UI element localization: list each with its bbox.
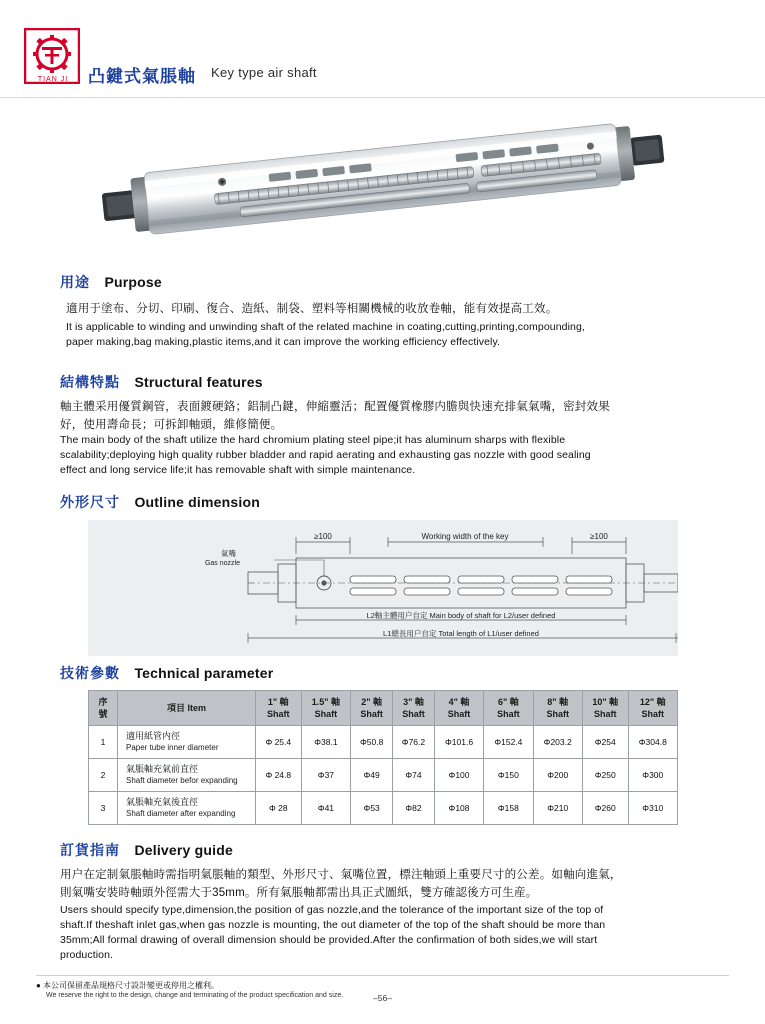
row-item: 氣脹軸充氣前直徑 Shaft diameter befor expanding — [118, 759, 256, 792]
cell-value: Φ203.2 — [533, 726, 582, 759]
col-shaft-1: 1" 軸 Shaft — [256, 691, 302, 726]
header-divider — [0, 97, 765, 98]
col-shaft-10: 10" 軸 Shaft — [582, 691, 628, 726]
delivery-text-en-4: production. — [60, 949, 114, 961]
drawing-label-left-gap: ≥100 — [314, 532, 332, 541]
col-index: 序 號 — [89, 691, 118, 726]
delivery-text-cn-2: 則氣嘴安裝時軸頭外徑需大于35mm。所有氣脹軸都需出具正式圖紙，雙方確認後方可生産。 — [60, 887, 538, 899]
section-heading-delivery — [60, 840, 233, 860]
cell-value: Φ 24.8 — [256, 759, 302, 792]
col-item: 項目 Item — [118, 691, 256, 726]
purpose-text-en-2: paper making,bag making,plastic items,and it can improve the working efficiency effectively. — [66, 336, 501, 348]
cell-value: Φ210 — [533, 792, 582, 825]
cell-value: Φ50.8 — [351, 726, 393, 759]
col-shaft-1-5: 1.5" 軸 Shaft — [301, 691, 351, 726]
structural-text-cn-1: 軸主體采用優質鋼管，表面鍍硬鉻；鋁制凸鍵，伸縮靈活；配置優質橡膠内膽與快速充排氣氣嘴，密封效果 — [60, 401, 610, 413]
cell-value: Φ49 — [351, 759, 393, 792]
row-item: 適用紙管内徑 Paper tube inner diameter — [118, 726, 256, 759]
section-heading-outline-en: Outline dimension — [134, 494, 260, 510]
delivery-text-en-1: Users should specify type,dimension,the position of gas nozzle,and the tolerance of the important size of the top of — [60, 904, 604, 916]
technical-parameter-table-wrap — [88, 690, 678, 825]
delivery-text-cn-1: 用户在定制氣脹軸時需指明氣脹軸的類型、外形尺寸、氣嘴位置，標注軸頭上重要尺寸的公差。如軸向進氣， — [60, 869, 622, 881]
drawing-label-gas-nozzle-en: Gas nozzle — [204, 560, 240, 567]
cell-value: Φ37 — [301, 759, 351, 792]
cell-value: Φ76.2 — [393, 726, 435, 759]
section-heading-outline — [60, 492, 260, 512]
purpose-text-cn: 適用于塗布、分切、印刷、復合、造紙、制袋、塑料等相關機械的收放卷軸，能有效提高工效。 — [66, 303, 558, 315]
cell-value: Φ152.4 — [484, 726, 533, 759]
cell-value: Φ310 — [628, 792, 677, 825]
product-photo — [88, 112, 678, 252]
drawing-label-gas-nozzle-cn: 氣嘴 — [221, 549, 236, 558]
structural-text-en-2: scalability;deploying high quality rubber bladder and rapid aerating and exhausting gas nozzle with good sealing — [60, 449, 591, 461]
section-heading-structural-cn: 結構特點 — [60, 374, 120, 390]
outline-dimension-drawing — [88, 520, 678, 656]
cell-value: Φ74 — [393, 759, 435, 792]
technical-parameter-table — [88, 690, 678, 825]
table-header-row — [89, 691, 678, 726]
drawing-label-right-gap: ≥100 — [590, 532, 608, 541]
table-row — [89, 726, 678, 759]
cell-value: Φ 25.4 — [256, 726, 302, 759]
purpose-text-en-1: It is applicable to winding and unwinding shaft of the related machine in coating,cutting,printing,compounding, — [66, 321, 585, 333]
section-heading-purpose-en: Purpose — [104, 274, 162, 290]
cell-value: Φ101.6 — [434, 726, 483, 759]
cell-value: Φ150 — [484, 759, 533, 792]
cell-value: Φ260 — [582, 792, 628, 825]
delivery-text-en-2: shaft.If theshaft inlet gas,when gas nozzle is mounting, the out diameter of the top of the shaft should be more than — [60, 919, 606, 931]
col-shaft-3: 3" 軸 Shaft — [393, 691, 435, 726]
structural-text-cn-2: 好，使用壽命長；可拆卸軸頭，維修簡便。 — [60, 419, 283, 431]
cell-value: Φ53 — [351, 792, 393, 825]
section-heading-structural-en: Structural features — [134, 374, 263, 390]
cell-value: Φ158 — [484, 792, 533, 825]
cell-value: Φ38.1 — [301, 726, 351, 759]
company-logo-text: TIAN JI — [37, 76, 69, 83]
cell-value: Φ254 — [582, 726, 628, 759]
section-heading-technical-en: Technical parameter — [134, 665, 274, 681]
cell-value: Φ300 — [628, 759, 677, 792]
table-row — [89, 759, 678, 792]
col-shaft-12: 12" 軸 Shaft — [628, 691, 677, 726]
footer-note-en: We reserve the right to the design, change and terminating of the product specification and size. — [46, 992, 344, 999]
drawing-label-l2: L2軸主體用户自定 Main body of shaft for L2/user defined — [366, 611, 556, 620]
structural-text-en-1: The main body of the shaft utilize the hard chromium plating steel pipe;it has aluminum sharps with flexible — [60, 434, 566, 446]
row-item: 氣脹軸充氣後直徑 Shaft diameter after expanding — [118, 792, 256, 825]
section-heading-purpose-cn: 用途 — [60, 274, 90, 290]
section-heading-structural — [60, 372, 263, 392]
delivery-text-en-3: 35mm;All formal drawing of overall dimension should be provided.After the confirmation of both sides,we will start — [60, 934, 598, 946]
cell-value: Φ200 — [533, 759, 582, 792]
section-heading-purpose — [60, 272, 162, 292]
cell-value: Φ108 — [434, 792, 483, 825]
col-shaft-4: 4" 軸 Shaft — [434, 691, 483, 726]
row-index: 3 — [89, 792, 118, 825]
footer-note-cn: ● 本公司保留產品規格尺寸設計變更或停用之權利。 — [36, 981, 220, 990]
cell-value: Φ41 — [301, 792, 351, 825]
cell-value: Φ82 — [393, 792, 435, 825]
col-shaft-6: 6" 軸 Shaft — [484, 691, 533, 726]
structural-text-en-3: effect and long service life;it has removable shaft with simple maintenance. — [60, 464, 416, 476]
drawing-label-working-width: Working width of the key — [421, 532, 509, 541]
cell-value: Φ304.8 — [628, 726, 677, 759]
cell-value: Φ250 — [582, 759, 628, 792]
section-heading-technical-cn: 技術參數 — [60, 665, 120, 681]
row-index: 2 — [89, 759, 118, 792]
section-heading-outline-cn: 外形尺寸 — [60, 494, 120, 510]
col-shaft-2: 2" 軸 Shaft — [351, 691, 393, 726]
table-row — [89, 792, 678, 825]
page-title-cn: 凸鍵式氣脹軸 — [88, 67, 196, 86]
cell-value: Φ100 — [434, 759, 483, 792]
page-number: –56– — [373, 993, 392, 1003]
section-heading-delivery-en: Delivery guide — [134, 842, 233, 858]
footer-divider — [36, 975, 729, 976]
cell-value: Φ 28 — [256, 792, 302, 825]
col-shaft-8: 8" 軸 Shaft — [533, 691, 582, 726]
section-heading-technical — [60, 663, 273, 683]
page-title-en: Key type air shaft — [211, 65, 317, 80]
drawing-label-l1: L1總長用户自定 Total length of L1/user defined — [383, 629, 539, 638]
row-index: 1 — [89, 726, 118, 759]
section-heading-delivery-cn: 訂貨指南 — [60, 842, 120, 858]
page-header — [0, 0, 765, 100]
